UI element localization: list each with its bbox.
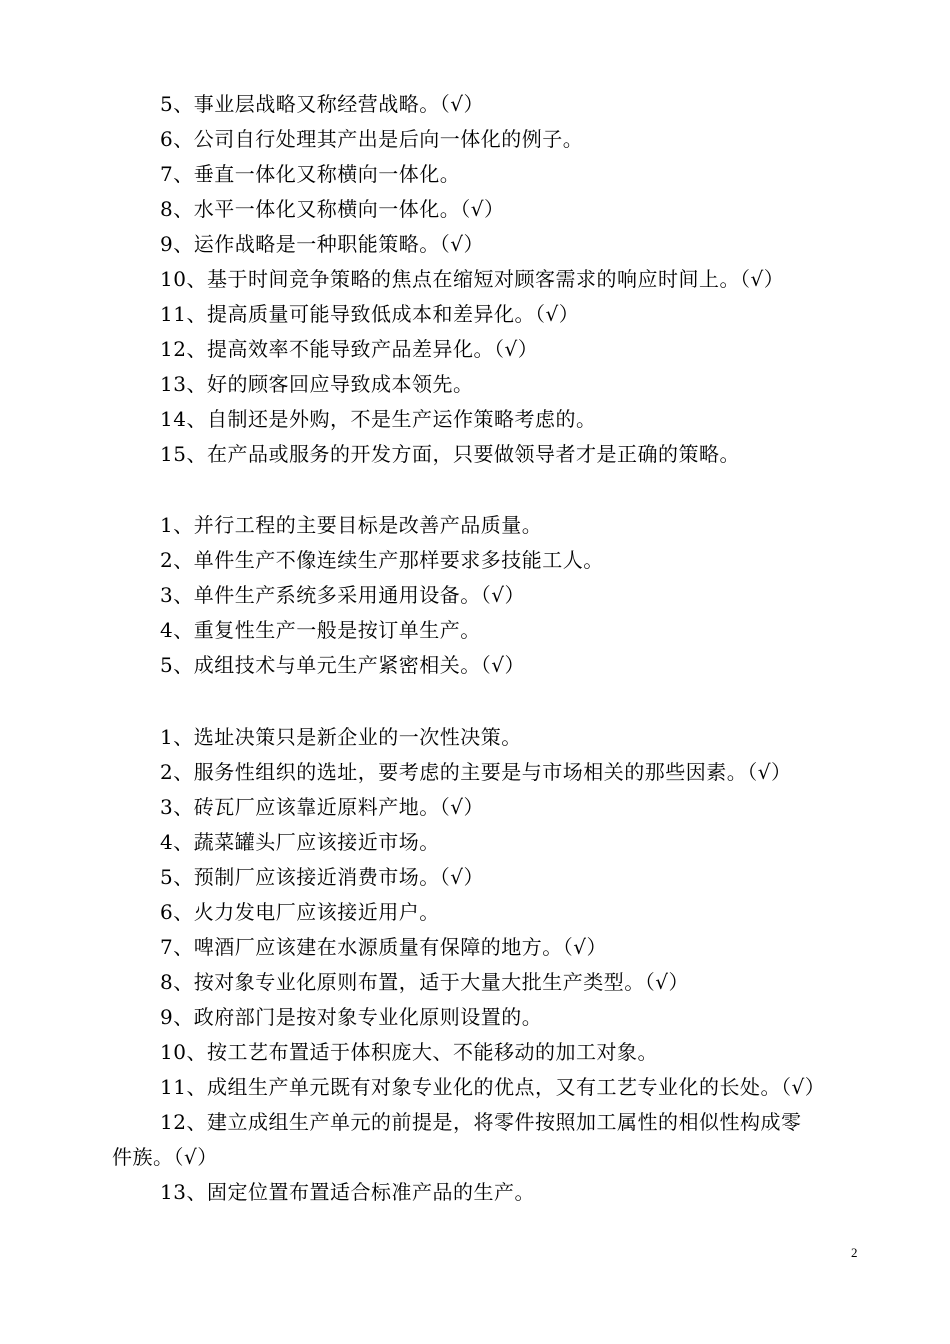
statement-line: 13、固定位置布置适合标准产品的生产。 xyxy=(160,1180,535,1204)
statement-line: 14、自制还是外购，不是生产运作策略考虑的。 xyxy=(160,407,597,431)
statement-line: 7、垂直一体化又称横向一体化。 xyxy=(160,162,461,186)
statement-line: 5、成组技术与单元生产紧密相关。（√） xyxy=(160,653,525,677)
statement-line: 13、好的顾客回应导致成本领先。 xyxy=(160,372,474,396)
statement-line: 11、提高质量可能导致低成本和差异化。（√） xyxy=(160,302,580,326)
statement-line: 9、政府部门是按对象专业化原则设置的。 xyxy=(160,1005,543,1029)
statement-line: 8、按对象专业化原则布置，适于大量大批生产类型。（√） xyxy=(160,970,689,994)
statement-line: 5、预制厂应该接近消费市场。（√） xyxy=(160,865,484,889)
statement-line: 7、啤酒厂应该建在水源质量有保障的地方。（√） xyxy=(160,935,607,959)
statement-line: 8、水平一体化又称横向一体化。（√） xyxy=(160,197,505,221)
statement-line: 10、基于时间竞争策略的焦点在缩短对顾客需求的响应时间上。（√） xyxy=(160,267,785,291)
statement-line: 12、提高效率不能导致产品差异化。（√） xyxy=(160,337,539,361)
statement-line: 6、公司自行处理其产出是后向一体化的例子。 xyxy=(160,127,584,151)
statement-line: 12、建立成组生产单元的前提是，将零件按照加工属性的相似性构成零 xyxy=(160,1110,802,1134)
statement-line: 15、在产品或服务的开发方面，只要做领导者才是正确的策略。 xyxy=(160,442,740,466)
statement-line: 9、运作战略是一种职能策略。（√） xyxy=(160,232,484,256)
page-number: 2 xyxy=(851,1245,858,1260)
statement-line: 1、选址决策只是新企业的一次性决策。 xyxy=(160,725,522,749)
statement-line-continuation: 件族。（√） xyxy=(112,1145,218,1169)
statement-line: 1、并行工程的主要目标是改善产品质量。 xyxy=(160,513,543,537)
statement-line: 6、火力发电厂应该接近用户。 xyxy=(160,900,440,924)
statement-line: 4、重复性生产一般是按订单生产。 xyxy=(160,618,481,642)
statement-line: 2、服务性组织的选址，要考虑的主要是与市场相关的那些因素。（√） xyxy=(160,760,792,784)
statement-line: 3、单件生产系统多采用通用设备。（√） xyxy=(160,583,525,607)
statement-line: 5、事业层战略又称经营战略。（√） xyxy=(160,92,484,116)
statement-line: 3、砖瓦厂应该靠近原料产地。（√） xyxy=(160,795,484,819)
statement-line: 11、成组生产单元既有对象专业化的优点，又有工艺专业化的长处。（√） xyxy=(160,1075,826,1099)
statement-line: 2、单件生产不像连续生产那样要求多技能工人。 xyxy=(160,548,604,572)
statement-line: 4、蔬菜罐头厂应该接近市场。 xyxy=(160,830,440,854)
statement-line: 10、按工艺布置适于体积庞大、不能移动的加工对象。 xyxy=(160,1040,658,1064)
